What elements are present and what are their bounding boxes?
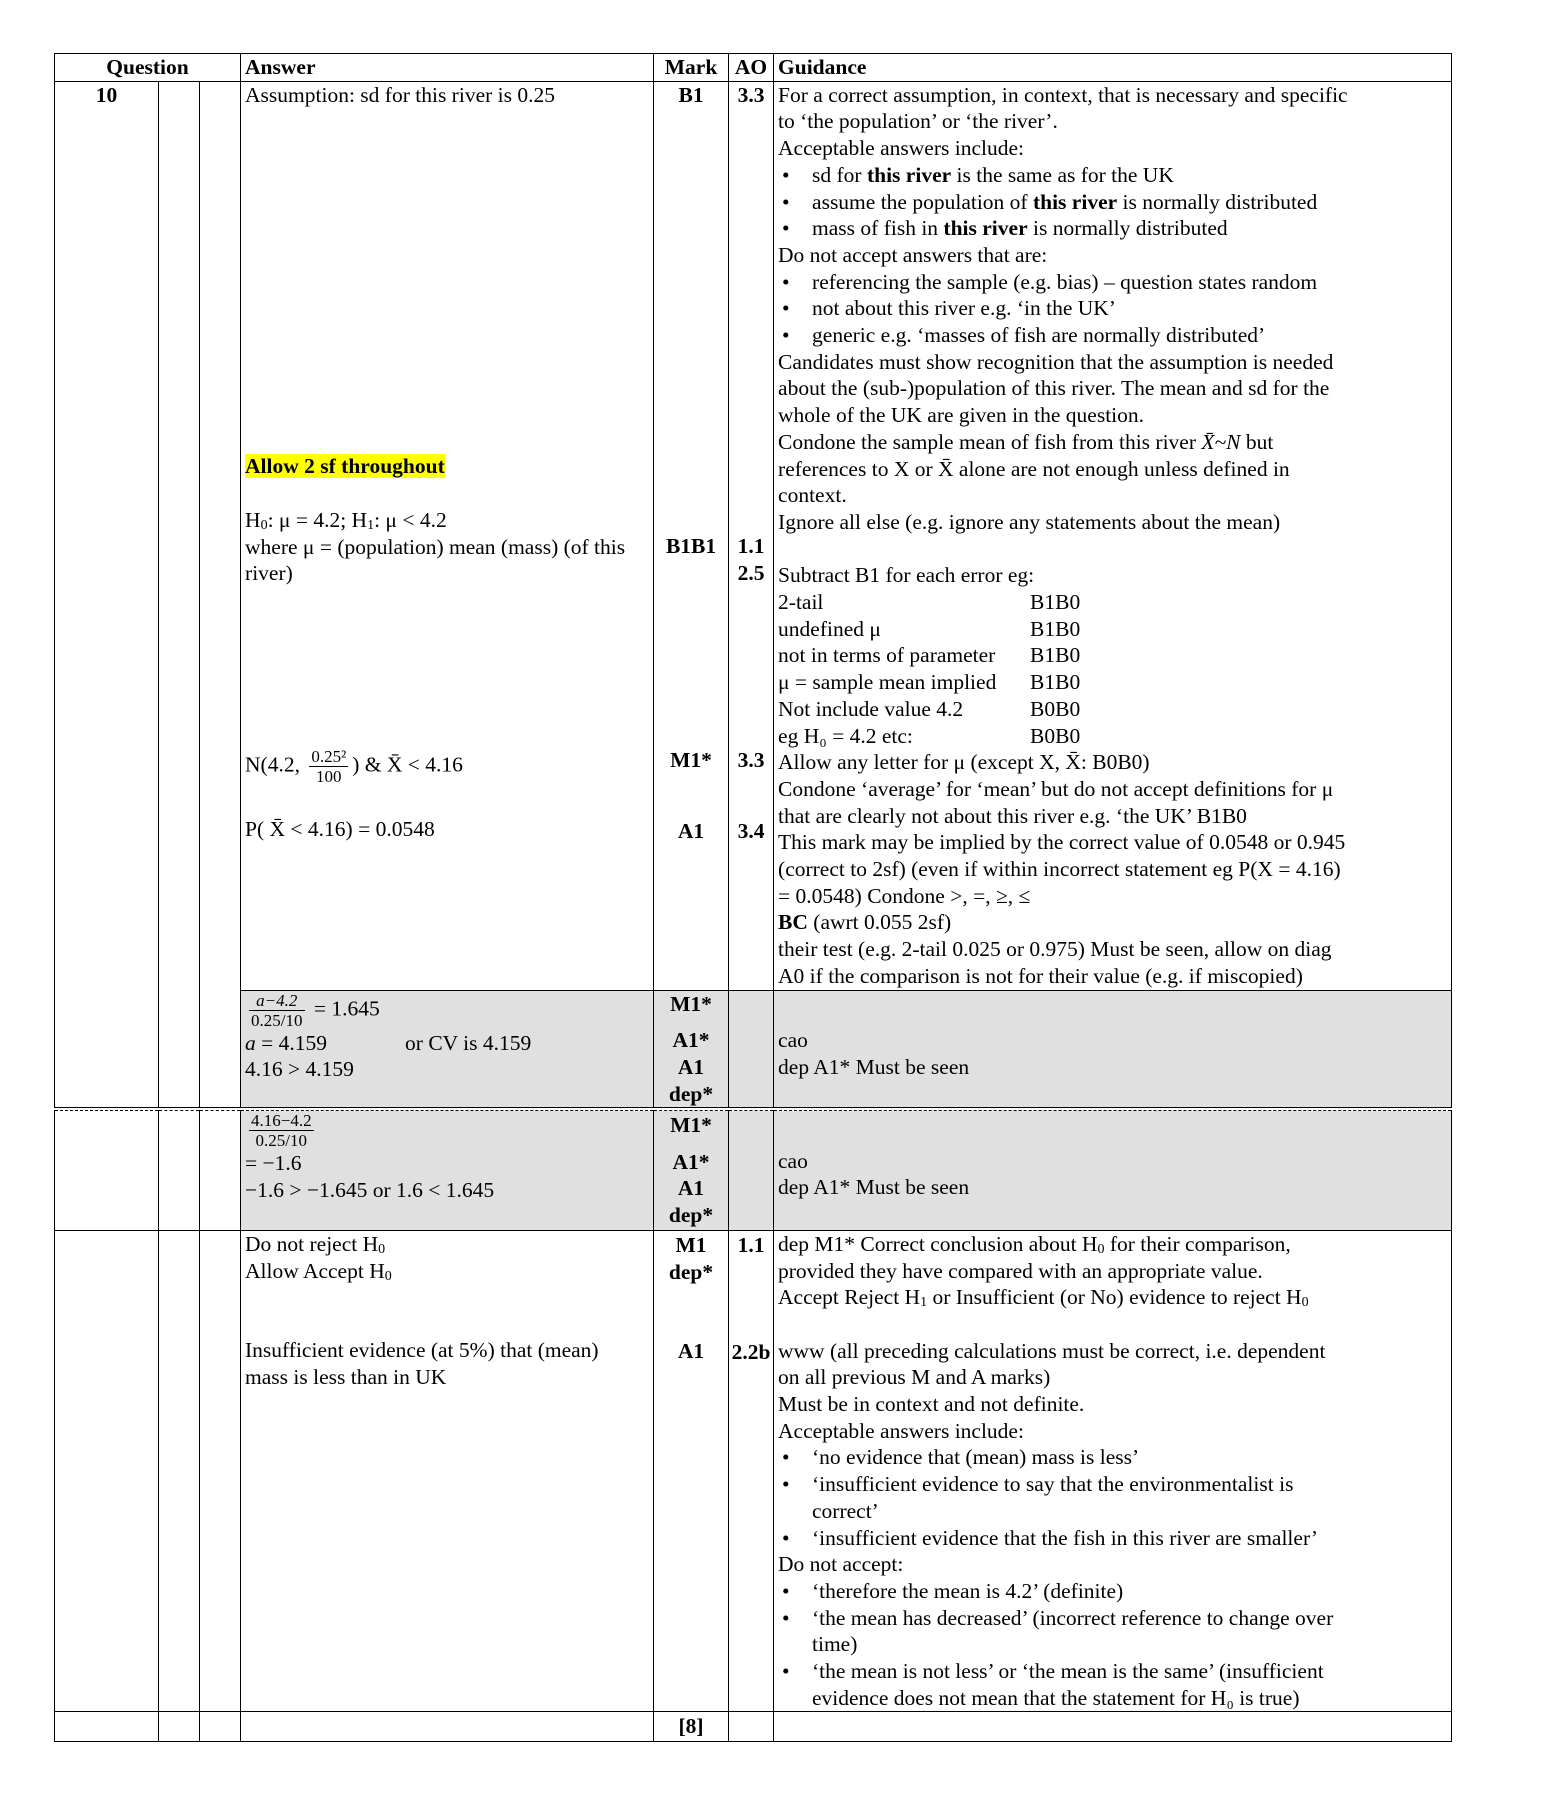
alt1-comparison: 4.16 > 4.159: [245, 1057, 354, 1082]
guidance-bullet: • assume the population of this river is normally distributed: [778, 189, 1447, 216]
guidance-line: www (all preceding calculations must be correct, i.e. dependent: [778, 1338, 1326, 1363]
conclusion-guidance: [774, 1230, 1452, 1712]
guidance-bullet: • ‘therefore the mean is 4.2’ (definite): [778, 1578, 1447, 1605]
guidance-bullet: • ‘insufficient evidence to say that the environmentalist is: [778, 1471, 1447, 1498]
alt1-a-value: a = 4.159 or CV is 4.159: [245, 1030, 532, 1055]
mu-definition-1: where μ = (population) mean (mass) (of this: [245, 534, 626, 559]
guidance-line: references to X or X̄ alone are not enough unless defined in: [778, 456, 1290, 481]
guidance-line: their test (e.g. 2-tail 0.025 or 0.975) Must be seen, allow on diag: [778, 937, 1332, 962]
error-item: Not include value 4.2 B0B0: [778, 696, 1081, 721]
guidance-line: that are clearly not about this river e.g. ‘the UK’ B1B0: [778, 803, 1247, 828]
mark-b1b1: B1B1: [665, 534, 717, 559]
error-item: 2-tail B1B0: [778, 590, 1081, 615]
guidance-cell-main: [774, 81, 1452, 990]
alt1-marks: M1* A1* A1 dep*: [654, 990, 729, 1108]
alt2-value: = −1.6: [245, 1151, 302, 1175]
ao-2-5: 2.5: [737, 561, 765, 586]
alt1-answer: [241, 990, 654, 1108]
hypotheses: $H_0$: μ = 4.2; $H_1$: μ < 4.2: [245, 507, 447, 533]
header-question: Question: [55, 54, 241, 82]
header-mark: Mark: [654, 54, 729, 82]
mark-b1: B1: [678, 82, 704, 107]
alt2-answer: [241, 1111, 654, 1231]
conclusion-answer: [241, 1230, 654, 1712]
allow-accept: Allow Accept $H_0$: [245, 1258, 392, 1284]
error-item: μ = sample mean implied B1B0: [778, 670, 1081, 695]
mark-a1: A1: [677, 818, 705, 843]
alt2-marks: M1* A1* A1 dep*: [654, 1111, 729, 1231]
header-row: [55, 54, 1452, 82]
alt1-equation: $\frac{a-4.2}{0.25/10}$ = 1.645: [251, 990, 380, 1030]
context-conclusion-2: mass is less than in UK: [245, 1364, 447, 1389]
alternative-row-1: [55, 990, 1452, 1108]
answer-row-main: [55, 81, 1452, 990]
header-ao: AO: [729, 54, 774, 82]
guidance-line: about the (sub-)population of this river. The mean and sd for the: [778, 376, 1330, 401]
total-marks: [8]: [654, 1712, 729, 1742]
header-answer: Answer: [241, 54, 654, 82]
alt1-guidance: cao dep A1* Must be seen: [774, 990, 1452, 1108]
question-number: 10: [55, 81, 159, 1108]
error-item: not in terms of parameter B1B0: [778, 643, 1081, 668]
guidance-line: correct’: [812, 1498, 879, 1523]
guidance-line: time): [812, 1632, 858, 1657]
guidance-bullet: • referencing the sample (e.g. bias) – question states random: [778, 269, 1447, 296]
assumption-answer: Assumption: sd for this river is 0.25: [245, 82, 555, 107]
guidance-line: Subtract B1 for each error eg:: [778, 563, 1035, 588]
guidance-line: (correct to 2sf) (even if within incorrect statement eg P(X = 4.16): [778, 857, 1341, 882]
ao-1-1: 1.1: [737, 534, 765, 559]
guidance-line: = 0.0548) Condone >, =, ≥, ≤: [778, 883, 1031, 908]
error-item: undefined μ B1B0: [778, 616, 1081, 641]
guidance-line: context.: [778, 483, 847, 508]
mark-scheme-table: [54, 53, 1452, 1108]
guidance-line: evidence does not mean that the statement for H₀ is true): [812, 1685, 1300, 1710]
guidance-line: This mark may be implied by the correct value of 0.0548 or 0.945: [778, 830, 1346, 855]
guidance-line: on all previous M and A marks): [778, 1365, 1051, 1390]
guidance-line: Accept Reject $H_1$ or Insufficient (or No) evidence to reject $H_0$: [778, 1285, 1309, 1311]
guidance-line: Must be in context and not definite.: [778, 1392, 1085, 1417]
mark-cell-main: [654, 81, 729, 990]
guidance-bullet: • ‘no evidence that (mean) mass is less’: [778, 1444, 1447, 1471]
conclusion-marks: M1 dep* A1: [654, 1230, 729, 1712]
guidance-bullet: • generic e.g. ‘masses of fish are normally distributed’: [778, 322, 1447, 349]
guidance-line: to ‘the population’ or ‘the river’.: [778, 109, 1058, 134]
guidance-line: Do not accept:: [778, 1552, 904, 1577]
guidance-bullet: • ‘the mean has decreased’ (incorrect reference to change over: [778, 1605, 1447, 1632]
alt1-ao: [729, 990, 774, 1108]
alt2-ao: [729, 1111, 774, 1231]
guidance-line: Ignore all else (e.g. ignore any statements about the mean): [778, 509, 1281, 534]
guidance-line: For a correct assumption, in context, that is necessary and specific: [778, 82, 1348, 107]
ao-3-3b: 3.3: [737, 747, 765, 772]
variance-fraction: $\frac{\text{0.25²}}{100}$: [311, 746, 347, 786]
guidance-bullet: • ‘insufficient evidence that the fish in this river are smaller’: [778, 1525, 1447, 1552]
subpart-cell-2: [200, 81, 241, 1108]
normal-distribution: N(4.2, $\frac{\text{0.25²}}{100}$ ) & X̄ < 4.16: [245, 746, 463, 786]
ao-3-3: 3.3: [737, 82, 765, 107]
mark-m1-star: M1*: [670, 748, 712, 773]
guidance-line: dep M1* Correct conclusion about $H_0$ for their comparison,: [778, 1231, 1291, 1257]
mu-definition-2: river): [245, 561, 293, 586]
conclusion-ao: 1.1 2.2b: [729, 1230, 774, 1712]
guidance-bullet: • sd for this river is the same as for the UK: [778, 162, 1447, 189]
ao-cell-main: [729, 81, 774, 990]
guidance-line: Allow any letter for μ (except X, X̄: B0B0): [778, 750, 1150, 775]
guidance-line: Do not accept answers that are:: [778, 242, 1048, 267]
alt2-fraction: $\frac{4.16-4.2}{0.25/10}$: [251, 1111, 312, 1150]
guidance-line: Acceptable answers include:: [778, 136, 1024, 161]
probability-answer: P( X̄ < 4.16) = 0.0548: [245, 816, 435, 841]
ao-3-4: 3.4: [737, 818, 765, 843]
guidance-line: Condone the sample mean of fish from this river X̄~N but: [778, 429, 1274, 454]
mark-scheme-table-continued: [54, 1110, 1452, 1742]
alt2-guidance: cao dep A1* Must be seen: [774, 1111, 1452, 1231]
guidance-line: Acceptable answers include:: [778, 1418, 1024, 1443]
guidance-bullet: • ‘the mean is not less’ or ‘the mean is the same’ (insufficient: [778, 1658, 1447, 1685]
guidance-line: A0 if the comparison is not for their value (e.g. if miscopied): [778, 963, 1303, 988]
guidance-line: Condone ‘average’ for ‘mean’ but do not accept definitions for μ: [778, 776, 1334, 801]
guidance-line: BC (awrt 0.055 2sf): [778, 910, 952, 935]
error-item: eg H₀ = 4.2 etc: B0B0: [778, 723, 1081, 748]
guidance-line: whole of the UK are given in the question.: [778, 403, 1145, 428]
alternative-row-2: [55, 1111, 1452, 1231]
answer-cell-main: [241, 81, 654, 990]
highlight-note: Allow 2 sf throughout: [245, 454, 445, 479]
context-conclusion-1: Insufficient evidence (at 5%) that (mean): [245, 1338, 599, 1363]
guidance-bullet: • mass of fish in this river is normally distributed: [778, 215, 1447, 242]
header-guidance: Guidance: [774, 54, 1452, 82]
total-row: [55, 1712, 1452, 1742]
subpart-cell-1: [159, 81, 200, 1108]
do-not-reject: Do not reject $H_0$: [245, 1231, 386, 1257]
conclusion-row: [55, 1230, 1452, 1712]
alt2-comparison: −1.6 > −1.645 or 1.6 < 1.645: [245, 1177, 495, 1202]
guidance-line: provided they have compared with an appropriate value.: [778, 1258, 1263, 1283]
guidance-line: Candidates must show recognition that the assumption is needed: [778, 349, 1334, 374]
guidance-bullet: • not about this river e.g. ‘in the UK’: [778, 295, 1447, 322]
